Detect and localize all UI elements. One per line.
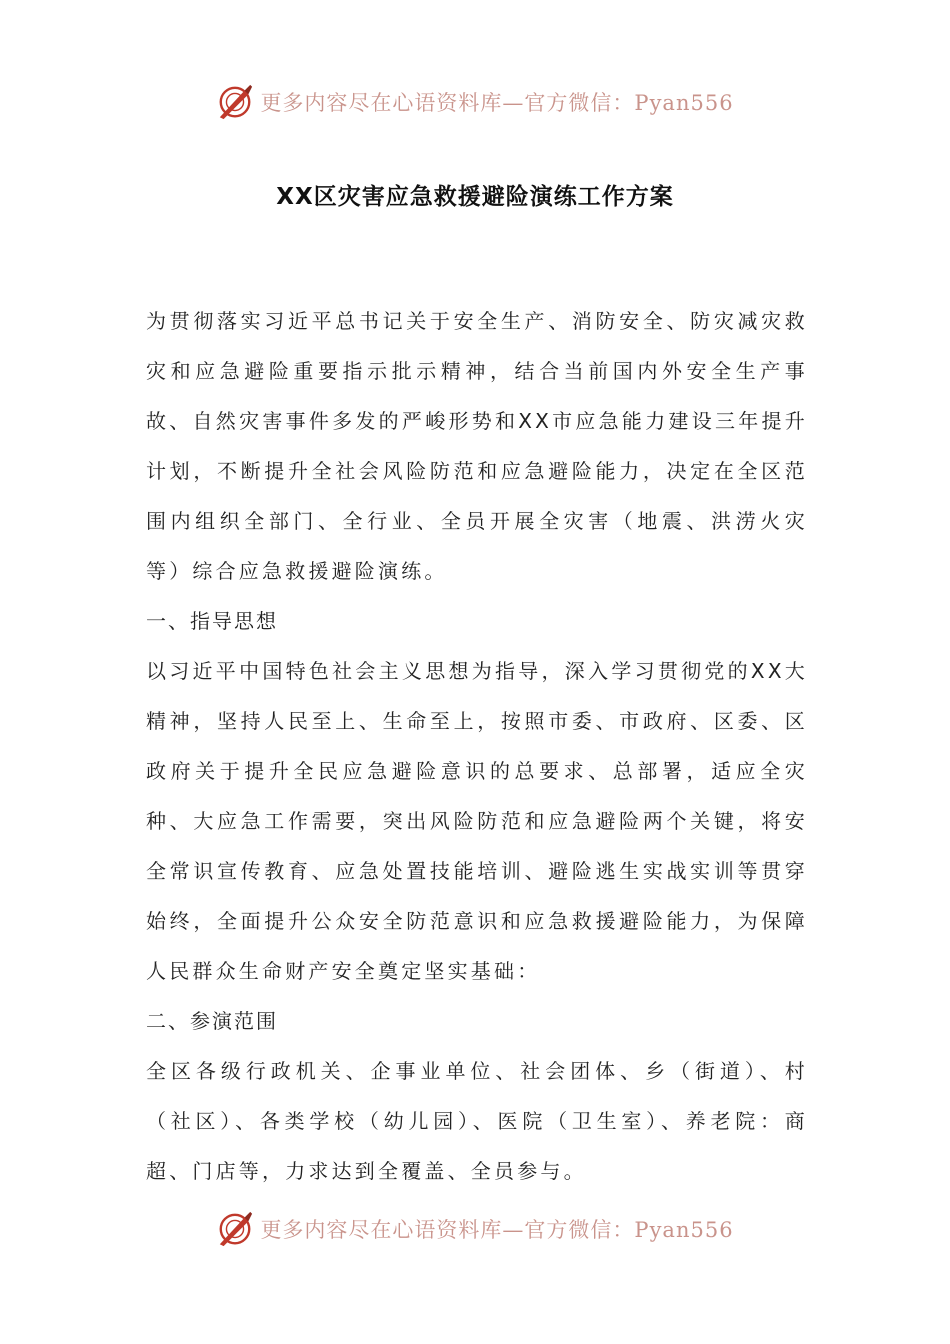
document-title: XX区灾害应急救援避险演练工作方案 xyxy=(276,184,674,210)
watermark-banner-top xyxy=(0,80,950,124)
watermark-banner-bottom xyxy=(0,1207,950,1251)
pen-logo-icon xyxy=(216,83,254,121)
watermark-text: 更多内容尽在心语资料库—官方微信：Pyan556 xyxy=(260,91,734,115)
document-body xyxy=(146,296,808,1196)
section-body-guiding-ideology: 以习近平中国特色社会主义思想为指导，深入学习贯彻党的XX大精神，坚持人民至上、生命至上，按照市委、市政府、区委、区政府关于提升全民应急避险意识的总要求、总部署，适应全灾种、大应急工作需要，突出风险防范和应急避险两个关键，将安全常识宣传教育、应急处置技能培训、避险逃生实战实训等贯穿始终，全面提升公众安全防范意识和应急救援避险能力，为保障人民群众生命财产安全奠定坚实基础： xyxy=(146,659,808,983)
section-heading-scope: 二、参演范围 xyxy=(146,1009,278,1033)
section-heading-guiding-ideology: 一、指导思想 xyxy=(146,609,278,633)
section-body-scope: 全区各级行政机关、企事业单位、社会团体、乡（街道）、村（社区）、各类学校（幼儿园）、医院（卫生室）、养老院：商超、门店等，力求达到全覆盖、全员参与。 xyxy=(146,1059,808,1183)
pen-logo-icon xyxy=(216,1210,254,1248)
watermark-text: 更多内容尽在心语资料库—官方微信：Pyan556 xyxy=(260,1218,734,1242)
intro-paragraph: 为贯彻落实习近平总书记关于安全生产、消防安全、防灾减灾救灾和应急避险重要指示批示精神，结合当前国内外安全生产事故、自然灾害事件多发的严峻形势和XX市应急能力建设三年提升计划，不断提升全社会风险防范和应急避险能力，决定在全区范围内组织全部门、全行业、全员开展全灾害（地震、洪涝火灾等）综合应急救援避险演练。 xyxy=(146,309,808,583)
